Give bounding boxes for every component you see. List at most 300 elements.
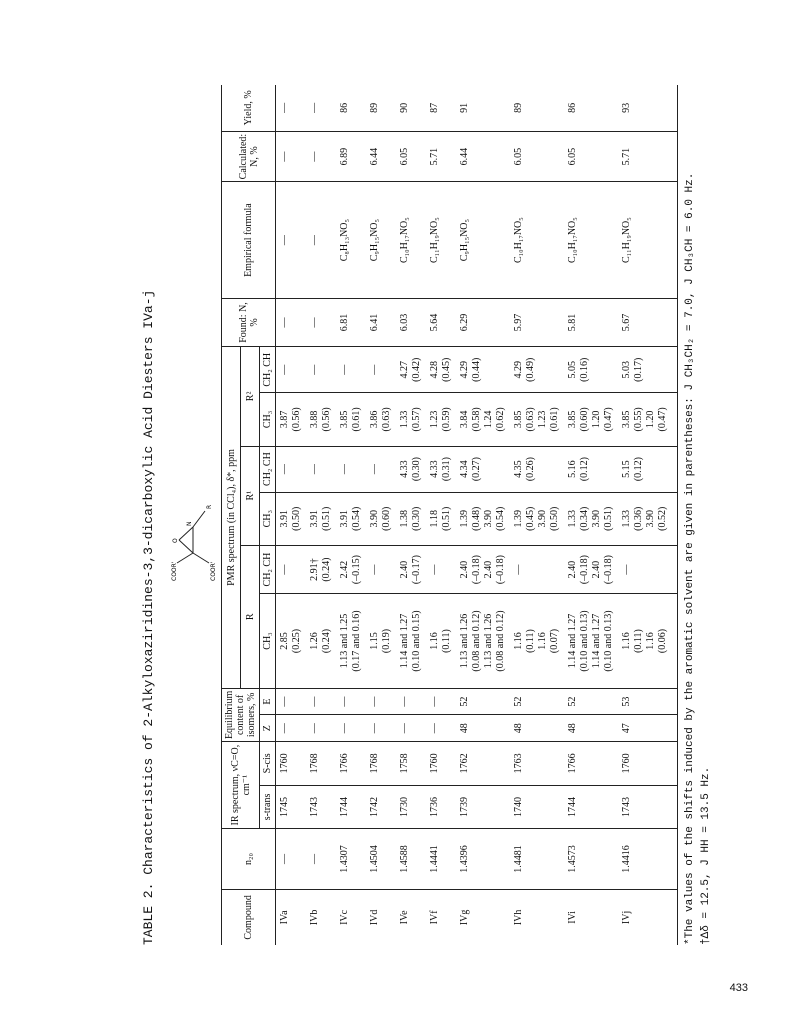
cell-eq-e: 53 (618, 688, 678, 715)
pmr-value: 1.16 (621, 632, 632, 650)
cell-r1-ch2ch (510, 446, 564, 492)
table-body (276, 85, 678, 945)
pmr-value: 1.20 (591, 410, 602, 429)
header-yield: Yield, % (222, 85, 276, 131)
cell-r1-ch2ch (396, 446, 426, 492)
cell-eq-e: — (396, 688, 426, 715)
header-r-ch3: CH₃ (260, 594, 276, 688)
pmr-value: — (369, 364, 380, 375)
cell-r2-ch2ch (276, 347, 307, 393)
cell-r1-ch2ch (618, 446, 678, 492)
cell-r1-ch3 (306, 492, 336, 545)
page-number: 433 (729, 982, 748, 994)
pmr-value: (0.24) (321, 557, 332, 582)
cell-ir-scis: 1762 (456, 742, 510, 786)
pmr-value: — (339, 364, 350, 375)
pmr-value: (0.47) (603, 407, 614, 432)
header-r-ch2ch: CH₂ CH (260, 545, 276, 593)
cell-r2-ch2ch (426, 347, 456, 393)
pmr-value: 1.14 and 1.27 (399, 613, 410, 669)
pmr-value: (0.51) (603, 506, 614, 531)
pmr-value: (0.48) (471, 506, 482, 531)
footnote-dagger: †Δδ = 12.5, J HH = 13.5 Hz. (700, 766, 712, 945)
pmr-value: (0.07) (549, 628, 560, 654)
structure-top-label: COOR' (171, 561, 178, 581)
cell-ir-scis: 1766 (564, 742, 618, 786)
header-r1-ch2ch: CH₂ CH (260, 446, 276, 492)
pmr-value: 2.40 (567, 560, 578, 579)
pmr-value: (0.63) (381, 407, 392, 432)
pmr-value: 2.40 (399, 560, 410, 579)
cell-formula: C₁₀H₁₇NO₅ (510, 182, 564, 298)
pmr-value: 5.15 (621, 460, 632, 478)
cell-r-ch3 (564, 594, 618, 688)
cell-calc: 5.71 (426, 131, 456, 182)
structure-o-label: O (172, 538, 179, 543)
pmr-value: (0.36) (633, 506, 644, 531)
pmr-value: (0.61) (549, 407, 560, 432)
table-row (426, 85, 456, 945)
pmr-value: 2.40 (459, 560, 470, 579)
pmr-value: — (279, 564, 290, 575)
header-pmr-r2: R² (241, 347, 260, 446)
cell-r1-ch3 (510, 492, 564, 545)
pmr-value: 1.39 (459, 509, 470, 528)
pmr-value: (0.54) (351, 506, 362, 531)
cell-ir-scis: 1758 (396, 742, 426, 786)
cell-found: 6.81 (336, 298, 366, 346)
pmr-value: — (339, 464, 350, 475)
cell-formula: C₁₀H₁₇NO₅ (564, 182, 618, 298)
cell-eq-z: 48 (564, 715, 618, 742)
cell-formula: C₁₁H₁₉NO₅ (426, 182, 456, 298)
pmr-value: (0.51) (321, 506, 332, 531)
rotated-table-block (135, 85, 725, 945)
cell-r2-ch3 (366, 393, 396, 446)
pmr-value: (0.24) (321, 628, 332, 654)
cell-r1-ch3 (336, 492, 366, 545)
cell-formula: — (306, 182, 336, 298)
pmr-value: 3.91 (339, 509, 350, 528)
oxaziridine-structure (167, 485, 217, 595)
pmr-value: (–0.18) (579, 555, 590, 585)
pmr-value: 4.28 (429, 360, 440, 379)
header-calc: Calculated: N, % (222, 131, 276, 182)
pmr-value: 1.13 and 1.26 (483, 613, 494, 669)
cell-compound: IVh (513, 909, 524, 926)
cell-nd: — (276, 829, 307, 890)
cell-yield: 86 (564, 85, 618, 131)
pmr-value: (0.16) (579, 357, 590, 382)
pmr-value: 4.29 (459, 360, 470, 379)
cell-r2-ch3 (306, 393, 336, 446)
cell-r1-ch3 (366, 492, 396, 545)
table-row (564, 85, 618, 945)
cell-r-ch2ch (396, 545, 426, 593)
cell-calc: 6.44 (366, 131, 396, 182)
header-ir-scis: S-cis (260, 742, 276, 786)
pmr-value: 3.86 (369, 410, 380, 429)
table-row (306, 85, 336, 945)
cell-r-ch3 (618, 594, 678, 688)
pmr-value: 1.24 (483, 410, 494, 429)
header-formula: Empirical formula (222, 182, 276, 298)
pmr-value: 1.14 and 1.27 (567, 613, 578, 669)
cell-calc: 6.05 (510, 131, 564, 182)
header-ir: IR spectrum, νC=O, cm⁻¹ (222, 742, 260, 829)
cell-calc: 6.44 (456, 131, 510, 182)
cell-r2-ch2ch (564, 347, 618, 393)
cell-r-ch2ch (366, 545, 396, 593)
pmr-value: (0.06) (657, 628, 668, 654)
pmr-value: 3.90 (645, 509, 656, 528)
cell-eq-e: 52 (564, 688, 618, 715)
table-row (396, 85, 426, 945)
pmr-value: 1.16 (429, 632, 440, 650)
pmr-value: 4.33 (429, 460, 440, 478)
cell-yield: 91 (456, 85, 510, 131)
pmr-value: 1.15 (369, 632, 380, 650)
pmr-value: 2.85 (279, 632, 290, 650)
cell-eq-z: 48 (456, 715, 510, 742)
pmr-value: (–0.18) (603, 555, 614, 585)
cell-r1-ch3 (618, 492, 678, 545)
pmr-value: (0.61) (351, 407, 362, 432)
pmr-value: 4.35 (513, 460, 524, 478)
cell-r1-ch2ch (306, 446, 336, 492)
pmr-value: (0.10 and 0.15) (411, 610, 422, 672)
pmr-value: (0.17 and 0.16) (351, 610, 362, 672)
pmr-value: 1.16 (645, 632, 656, 650)
cell-yield: 89 (510, 85, 564, 131)
pmr-value: 4.27 (399, 360, 410, 379)
pmr-value: (0.11) (633, 629, 644, 653)
pmr-value: 1.23 (429, 410, 440, 429)
pmr-value: 4.34 (459, 460, 470, 478)
header-nd: n₂₀ (222, 829, 276, 890)
pmr-value: (0.51) (441, 506, 452, 531)
cell-r-ch2ch (306, 545, 336, 593)
cell-found: 5.97 (510, 298, 564, 346)
pmr-value: (0.25) (291, 628, 302, 654)
cell-found: 5.81 (564, 298, 618, 346)
cell-eq-z: — (336, 715, 366, 742)
cell-eq-z: — (276, 715, 307, 742)
cell-compound: IVj (618, 889, 678, 945)
cell-r2-ch2ch (396, 347, 426, 393)
pmr-value: — (309, 364, 320, 375)
header-compound: Compound (222, 889, 276, 945)
pmr-value: (0.55) (633, 407, 644, 432)
cell-r1-ch2ch (456, 446, 510, 492)
cell-eq-z: 47 (618, 715, 678, 742)
cell-yield: — (276, 85, 307, 131)
cell-ir-strans: 1743 (306, 785, 336, 829)
pmr-value: 3.84 (459, 410, 470, 429)
cell-formula: — (276, 182, 307, 298)
table-row (618, 85, 678, 945)
pmr-value: (0.11) (441, 629, 452, 653)
pmr-value: 2.40 (483, 560, 494, 579)
pmr-value: — (309, 464, 320, 475)
cell-nd: 1.4481 (510, 829, 564, 890)
cell-yield: 86 (336, 85, 366, 131)
cell-calc: 6.89 (336, 131, 366, 182)
table-row (510, 85, 564, 945)
cell-yield: 89 (366, 85, 396, 131)
structure-r-label: R (206, 504, 213, 509)
cell-formula: C₉H₁₅NO₅ (456, 182, 510, 298)
cell-found: 6.41 (366, 298, 396, 346)
cell-eq-e: — (276, 688, 307, 715)
pmr-value: — (369, 464, 380, 475)
pmr-value: 1.39 (513, 509, 524, 528)
header-pmr-r1: R¹ (241, 446, 260, 545)
pmr-value: 1.13 and 1.25 (339, 613, 350, 669)
cell-eq-e: — (336, 688, 366, 715)
cell-ir-strans: 1744 (564, 785, 618, 829)
cell-r1-ch2ch (564, 446, 618, 492)
pmr-value: 5.16 (567, 460, 578, 478)
cell-r1-ch2ch (336, 446, 366, 492)
cell-eq-e: — (426, 688, 456, 715)
pmr-value: (0.50) (549, 506, 560, 531)
cell-r-ch3 (396, 594, 426, 688)
cell-formula: C₁₀H₁₇NO₅ (396, 182, 426, 298)
cell-r2-ch3 (396, 393, 426, 446)
cell-r2-ch3 (456, 393, 510, 446)
cell-ir-scis: 1760 (618, 742, 678, 786)
cell-nd: 1.4504 (366, 829, 396, 890)
cell-r2-ch3 (426, 393, 456, 446)
pmr-value: — (513, 564, 524, 575)
pmr-value: (0.26) (525, 456, 536, 482)
pmr-value: (0.54) (495, 506, 506, 531)
table-row (366, 85, 396, 945)
cell-calc: 5.71 (618, 131, 678, 182)
pmr-value: — (279, 464, 290, 475)
cell-eq-e: 52 (510, 688, 564, 715)
pmr-value: 3.91 (309, 509, 320, 528)
pmr-value: (0.08 and 0.12) (471, 610, 482, 672)
cell-r-ch2ch (426, 545, 456, 593)
table-row (276, 85, 307, 945)
pmr-value: (0.47) (657, 407, 668, 432)
pmr-value: 1.14 and 1.27 (591, 613, 602, 669)
cell-ir-strans: 1739 (456, 785, 510, 829)
cell-r2-ch2ch (306, 347, 336, 393)
pmr-value: 1.33 (567, 509, 578, 528)
cell-ir-scis: 1760 (276, 742, 307, 786)
pmr-value: 3.90 (483, 509, 494, 528)
cell-ir-strans: 1745 (276, 785, 307, 829)
cell-calc: — (276, 131, 307, 182)
cell-eq-e: 52 (456, 688, 510, 715)
pmr-value: — (279, 364, 290, 375)
pmr-value: 2.91† (309, 558, 320, 581)
cell-r1-ch3 (426, 492, 456, 545)
pmr-value: (0.58) (471, 407, 482, 432)
cell-r-ch3 (366, 594, 396, 688)
cell-r-ch2ch (276, 545, 307, 593)
pmr-value: 2.42 (339, 560, 350, 579)
pmr-value: 3.91 (279, 509, 290, 528)
pmr-value: 1.16 (513, 632, 524, 650)
pmr-value: 3.90 (591, 509, 602, 528)
cell-ir-strans: 1736 (426, 785, 456, 829)
cell-r2-ch3 (618, 393, 678, 446)
pmr-value: 3.85 (513, 410, 524, 429)
cell-compound: IVa (279, 910, 290, 925)
cell-compound: IVg (459, 909, 470, 926)
header-r2-ch3: CH₃ (260, 393, 276, 446)
pmr-value: (0.31) (441, 456, 452, 482)
cell-r-ch2ch (336, 545, 366, 593)
cell-ir-strans: 1740 (510, 785, 564, 829)
table-row (336, 85, 366, 945)
pmr-value: 3.90 (369, 509, 380, 528)
cell-ir-scis: 1768 (306, 742, 336, 786)
cell-r1-ch3 (276, 492, 307, 545)
header-pmr-r: R (241, 545, 260, 688)
pmr-value: (0.63) (525, 407, 536, 432)
pmr-value: 1.23 (537, 410, 548, 429)
cell-eq-e: — (366, 688, 396, 715)
pmr-value: (0.42) (411, 357, 422, 382)
pmr-value: (0.44) (471, 357, 482, 382)
pmr-value: 3.88 (309, 410, 320, 429)
pmr-value: (0.11) (525, 629, 536, 653)
pmr-value: 1.33 (621, 509, 632, 528)
cell-r-ch3 (276, 594, 307, 688)
cell-calc: 6.05 (396, 131, 426, 182)
cell-found: 5.64 (426, 298, 456, 346)
pmr-value: — (429, 564, 440, 575)
cell-nd: 1.4416 (618, 829, 678, 890)
cell-ir-strans: 1730 (396, 785, 426, 829)
pmr-value: (0.57) (411, 407, 422, 432)
cell-ir-scis: 1768 (366, 742, 396, 786)
header-eq-e: E (260, 688, 276, 715)
pmr-value: 2.40 (591, 560, 602, 579)
cell-r2-ch2ch (618, 347, 678, 393)
cell-ir-scis: 1763 (510, 742, 564, 786)
cell-eq-z: — (396, 715, 426, 742)
pmr-value: 1.20 (645, 410, 656, 429)
cell-r1-ch3 (564, 492, 618, 545)
cell-r2-ch2ch (456, 347, 510, 393)
pmr-value: (0.10 and 0.13) (579, 610, 590, 672)
cell-r1-ch2ch (366, 446, 396, 492)
cell-found: — (276, 298, 307, 346)
cell-eq-z: 48 (510, 715, 564, 742)
cell-r-ch2ch (456, 545, 510, 593)
cell-r2-ch3 (510, 393, 564, 446)
pmr-value: (0.60) (381, 506, 392, 531)
pmr-value: (–0.18) (495, 555, 506, 585)
pmr-value: (0.52) (657, 506, 668, 531)
pmr-value: (0.10 and 0.13) (603, 610, 614, 672)
structure-diagram (167, 485, 217, 595)
cell-nd: 1.4441 (426, 829, 456, 890)
cell-r2-ch2ch (510, 347, 564, 393)
pmr-value: (0.08 and 0.12) (495, 610, 506, 672)
structure-n-label: N (186, 521, 193, 526)
pmr-value: — (621, 564, 632, 575)
cell-compound: IVf (429, 910, 440, 925)
structure-bottom-label: COOR' (210, 561, 217, 581)
header-eq-z: Z (260, 715, 276, 742)
pmr-value: 5.03 (621, 360, 632, 379)
cell-eq-z: — (426, 715, 456, 742)
pmr-value: (0.45) (525, 506, 536, 531)
cell-compound: IVb (309, 909, 320, 926)
cell-nd: 1.4588 (396, 829, 426, 890)
pmr-value: 1.16 (537, 632, 548, 650)
cell-formula: C₈H₁₃NO₅ (336, 182, 366, 298)
cell-calc: 6.05 (564, 131, 618, 182)
header-ir-strans: s-trans (260, 785, 276, 829)
cell-ir-scis: 1766 (336, 742, 366, 786)
pmr-value: 3.85 (621, 410, 632, 429)
pmr-value: 1.13 and 1.26 (459, 613, 470, 669)
cell-calc: — (306, 131, 336, 182)
cell-compound: IVd (369, 909, 380, 926)
pmr-value: (0.30) (411, 456, 422, 482)
pmr-value: (0.17) (633, 357, 644, 382)
cell-yield: — (306, 85, 336, 131)
header-pmr: PMR spectrum (in CCl₄), δ*, ppm (222, 347, 241, 689)
pmr-value: (0.56) (321, 407, 332, 432)
pmr-value: — (369, 564, 380, 575)
pmr-value: 4.29 (513, 360, 524, 379)
pmr-value: (0.62) (495, 407, 506, 432)
footnote-star: *The values of the shifts induced by the aromatic solvent are given in parentheses: J CH₃CH₂ = 7.0, J CH₃CH = 6.0 Hz. (684, 172, 696, 945)
pmr-value: (0.12) (579, 456, 590, 482)
cell-r1-ch2ch (276, 446, 307, 492)
header-found: Found: N, % (222, 298, 276, 346)
cell-nd: 1.4573 (564, 829, 618, 890)
cell-r1-ch2ch (426, 446, 456, 492)
characteristics-table (221, 85, 678, 945)
cell-compound: IVi (567, 911, 578, 924)
cell-r2-ch3 (276, 393, 307, 446)
cell-nd: 1.4307 (336, 829, 366, 890)
table-caption: TABLE 2. Characteristics of 2-Alkyloxaziridines-3,3-dicarboxylic Acid Diesters IVa-j (141, 289, 156, 945)
cell-yield: 93 (618, 85, 678, 131)
pmr-value: 5.05 (567, 360, 578, 379)
cell-nd: — (306, 829, 336, 890)
pmr-value: 3.85 (339, 410, 350, 429)
cell-found: 6.03 (396, 298, 426, 346)
pmr-value: 3.85 (567, 410, 578, 429)
pmr-value: (0.59) (441, 407, 452, 432)
cell-found: 5.67 (618, 298, 678, 346)
cell-r-ch3 (456, 594, 510, 688)
pmr-value: (–0.15) (351, 555, 362, 585)
pmr-value: (–0.18) (471, 555, 482, 585)
cell-formula: C₁₁H₁₉NO₅ (618, 182, 678, 298)
pmr-value: 4.33 (399, 460, 410, 478)
pmr-value: (0.45) (441, 357, 452, 382)
pmr-value: (0.19) (381, 628, 392, 654)
cell-r2-ch2ch (336, 347, 366, 393)
cell-ir-scis: 1760 (426, 742, 456, 786)
pmr-value: (0.34) (579, 506, 590, 531)
cell-r2-ch3 (564, 393, 618, 446)
pmr-value: (0.27) (471, 456, 482, 482)
pmr-value: 3.87 (279, 410, 290, 429)
